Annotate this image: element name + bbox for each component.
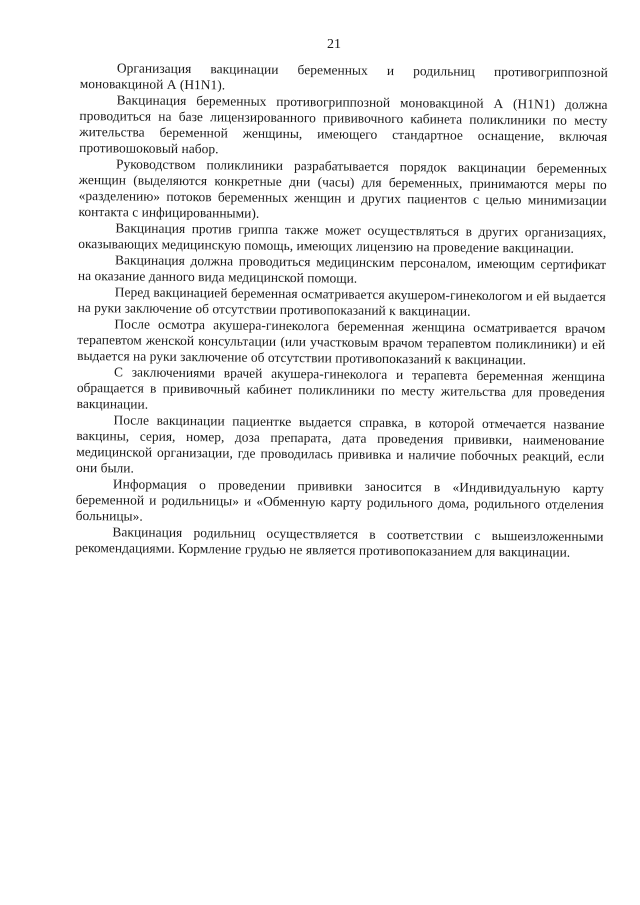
paragraph-vaccination-room: С заключениями врачей акушера-гинеколога и терапевта беременная женщина обращается в прививочный кабинет поликлиники по месту жительства для проведения вакцинации. bbox=[76, 364, 606, 412]
document-body bbox=[75, 60, 608, 561]
paragraph-therapist-exam: После осмотра акушера-гинеколога беременная женщина осматривается врачом терапевтом женской консультации (или участковым врачом терапевтом поликлиники) и ей выдается на руки заключение об отсутствии противопоказаний к вакцинации. bbox=[77, 316, 606, 368]
page-number: 21 bbox=[327, 37, 341, 52]
paragraph-postpartum-vaccination: Вакцинация родильниц осуществляется в соответствии с вышеизложенными рекомендациями. Кормление грудью не является противопоказанием для вакцинации. bbox=[75, 524, 604, 560]
heading-paragraph: Организация вакцинации беременных и родильниц противогриппозной моновакциной А (H1N1). bbox=[79, 60, 608, 93]
paragraph-vaccination-location: Вакцинация беременных противогриппозной моновакциной А (H1N1) должна проводиться на базе лицензированного прививочного кабинета поликлиники по месту жительства беременной женщины, имеющего стандартное оснащение, включая противошоковый набор. bbox=[79, 92, 608, 157]
paragraph-certificate: После вакцинации пациентке выдается справка, в которой отмечается название вакцины, серия, номер, доза препарата, дата проведения прививки, наименование медицинской организации, где проводилась прививка и наличие побочных реакций, если они были. bbox=[76, 412, 605, 476]
paragraph-clinic-procedure: Руководством поликлиники разрабатывается порядок вакцинации беременных женщин (выделяются конкретные дни (часы) для беременных, принимаются меры по «разделению» потоков беременных женщин и других пациентов с целью минимизации контакта с инфицированными). bbox=[78, 156, 608, 221]
paragraph-other-organizations: Вакцинация против гриппа также может осуществляться в других организациях, оказывающих медицинскую помощь, имеющих лицензию на проведение вакцинации. bbox=[78, 220, 607, 256]
paragraph-record-cards: Информация о проведении прививки заносится в «Индивидуальную карту беременной и родильницы» и «Обменную карту родильного дома, родильного отделения больницы». bbox=[75, 476, 604, 524]
paragraph-medical-staff: Вакцинация должна проводиться медицинским персоналом, имеющим сертификат на оказание данного вида медицинской помощи. bbox=[77, 252, 607, 286]
paragraph-obstetrician-exam: Перед вакцинацией беременная осматривается акушером-гинекологом и ей выдается на руки заключение об отсутствии противопоказаний к вакцинации. bbox=[77, 284, 606, 319]
